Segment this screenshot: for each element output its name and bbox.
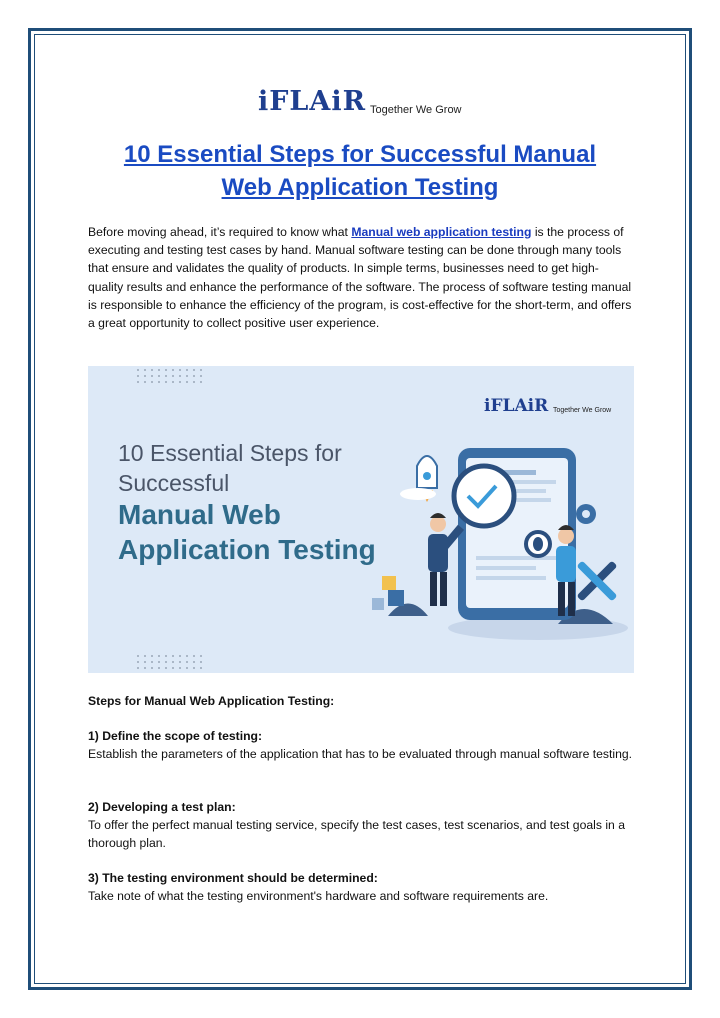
intro-text-before: Before moving ahead, it’s required to know what [88, 225, 352, 239]
cloud-shape [400, 488, 436, 500]
title-line-2[interactable]: Web Application Testing [221, 174, 499, 201]
title-line-1[interactable]: 10 Essential Steps for Successful Manual [123, 141, 597, 168]
steps-heading: Steps for Manual Web Application Testing: [88, 694, 335, 708]
manual-testing-link[interactable]: Manual web application testing [351, 225, 532, 239]
step-description: To offer the perfect manual testing service, specify the test cases, test scenarios, and test goals in a thorough plan. [88, 818, 625, 850]
step-item [88, 727, 633, 763]
dot-grid-top [137, 369, 202, 383]
cube-blocks [372, 576, 404, 610]
person-left-figure [428, 513, 448, 606]
hero-banner-image [88, 366, 634, 673]
step-title: 2) Developing a test plan: [88, 800, 236, 814]
banner-heading-bold: Manual Web Application Testing [118, 499, 376, 565]
step-description: Establish the parameters of the application that has to be evaluated through manual software testing. [88, 747, 633, 761]
banner-logo-tagline: Together We Grow [553, 407, 612, 414]
step-item [88, 798, 633, 852]
logo-wordmark: iFLAiR [258, 86, 367, 117]
logo-tagline: Together We Grow [370, 104, 462, 116]
step-title: 3) The testing environment should be determined: [88, 871, 378, 885]
step-title: 1) Define the scope of testing: [88, 729, 263, 743]
gear-icon [576, 504, 596, 524]
intro-text-after: is the process of executing and testing test cases by hand. Manual software testing can be done through many tools that ensure and validates the quality of products. In simple terms, businesses need to get high-quality results and enhance the performance of the software. The process of software testing manual is responsible to enhance the efficiency of the program, is cost-effective for the short-term, and offers a great opportunity to collect positive user experience. [88, 225, 632, 331]
step-item [88, 869, 633, 905]
page-title[interactable] [90, 138, 630, 204]
dot-grid-bottom [137, 655, 202, 669]
brand-logo [258, 86, 478, 122]
step-description: Take note of what the testing environment's hardware and software requirements are. [88, 889, 549, 903]
bug-icon [526, 532, 550, 556]
banner-logo-wordmark: iFLAiR [484, 396, 549, 416]
wrench-icon [576, 560, 617, 601]
intro-paragraph [88, 223, 633, 332]
banner-heading-light: 10 Essential Steps for Successful [118, 440, 342, 496]
